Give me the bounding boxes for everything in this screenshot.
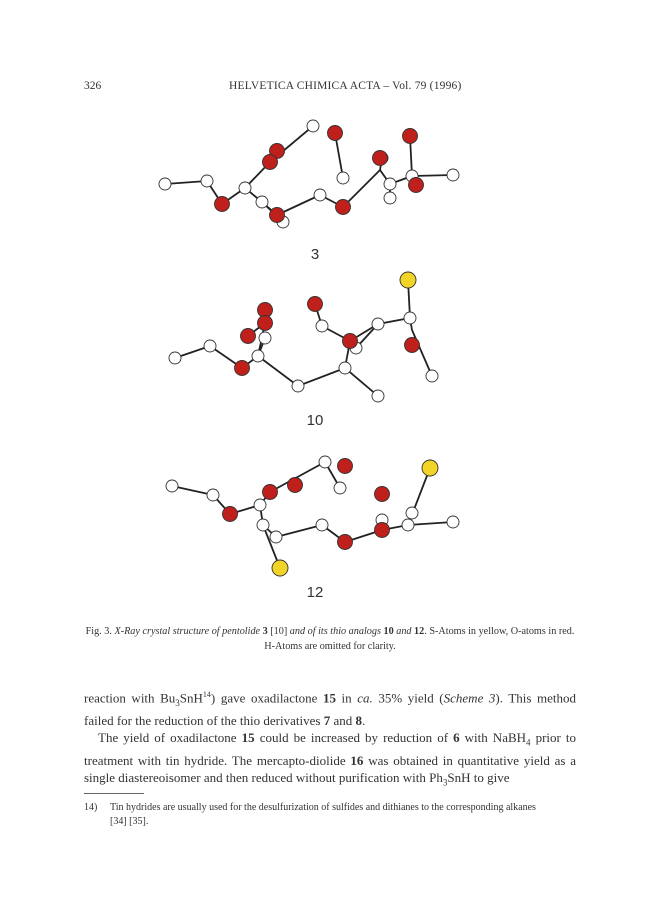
text-run: prior to treatment with tin hydride. The mercapto-diolide	[84, 729, 577, 768]
subscript: 4	[526, 737, 531, 748]
footnote-line-2: [34] [35].	[110, 816, 149, 827]
text-run: SnH	[179, 690, 203, 706]
compound-ref: 6	[453, 729, 460, 745]
page-number: 326	[84, 80, 102, 92]
molecule-label-3: 3	[310, 246, 320, 263]
compound-ref: 7	[323, 712, 331, 728]
molecule-12-structure	[150, 450, 480, 580]
molecule-10-structure	[150, 268, 480, 408]
footnote-ref: 14	[202, 690, 211, 699]
text-run: in	[341, 690, 352, 706]
scheme-ref: Scheme 3	[443, 690, 496, 706]
text-run: and	[333, 712, 353, 728]
paragraph-2	[84, 729, 576, 791]
caption-and: and	[396, 626, 412, 637]
journal-title: HELVETICA CHIMICA ACTA – Vol. 79 (1996)	[229, 80, 462, 92]
text-run: 35% yield (	[378, 690, 444, 706]
footnote	[84, 801, 576, 829]
caption-compound-3: 3	[262, 626, 268, 637]
text-run: ca.	[357, 690, 373, 706]
caption-compound-12: 12	[414, 626, 425, 637]
figure-caption	[84, 624, 576, 654]
compound-ref: 15	[241, 729, 255, 745]
figure-molecule-3	[150, 118, 480, 258]
subscript: 3	[175, 697, 180, 708]
caption-compound-10: 10	[383, 626, 394, 637]
body-text	[84, 686, 576, 791]
subscript: 3	[442, 777, 448, 788]
text-run: .	[361, 712, 366, 728]
caption-tail: . S-Atoms in yellow, O-atoms in red. H-Atoms are omitted for clarity.	[264, 626, 575, 652]
compound-ref: 16	[350, 752, 364, 768]
text-run: could be increased by reduction of	[259, 729, 449, 745]
paragraph-1	[84, 686, 576, 729]
text-run: was obtained in quantitative yield as a single diastereoisomer and then reduced without purification with Ph	[84, 752, 577, 785]
text-run: ) gave oxadilactone	[210, 690, 318, 706]
caption-fig-label: Fig. 3.	[85, 626, 112, 637]
footnote-text: Tin hydrides are usually used for the desulfurization of sulfides and dithianes to the corresponding alkanes	[110, 802, 536, 813]
caption-thio: and of its thio analogs	[289, 626, 381, 637]
caption-title: X-Ray crystal structure of pentolide	[114, 626, 261, 637]
footnote-mark: 14)	[84, 802, 98, 813]
caption-ref: [10]	[270, 626, 288, 637]
text-run: with NaBH	[464, 729, 527, 745]
molecule-label-12: 12	[306, 584, 324, 601]
text-run: The yield of oxadilactone	[98, 729, 237, 745]
text-run: reaction with Bu	[84, 690, 176, 706]
molecule-label-10: 10	[306, 412, 324, 429]
text-run: SnH to give	[447, 769, 510, 785]
molecule-3-structure	[150, 118, 480, 258]
compound-ref: 15	[322, 690, 336, 706]
figure-molecule-10	[150, 268, 480, 408]
footnote-line-1	[84, 801, 576, 815]
compound-ref: 8	[355, 712, 362, 728]
text-run: ). This method failed for the reduction of the thio derivatives	[84, 690, 577, 728]
footnote-divider	[84, 793, 144, 794]
figure-molecule-12	[150, 450, 480, 580]
